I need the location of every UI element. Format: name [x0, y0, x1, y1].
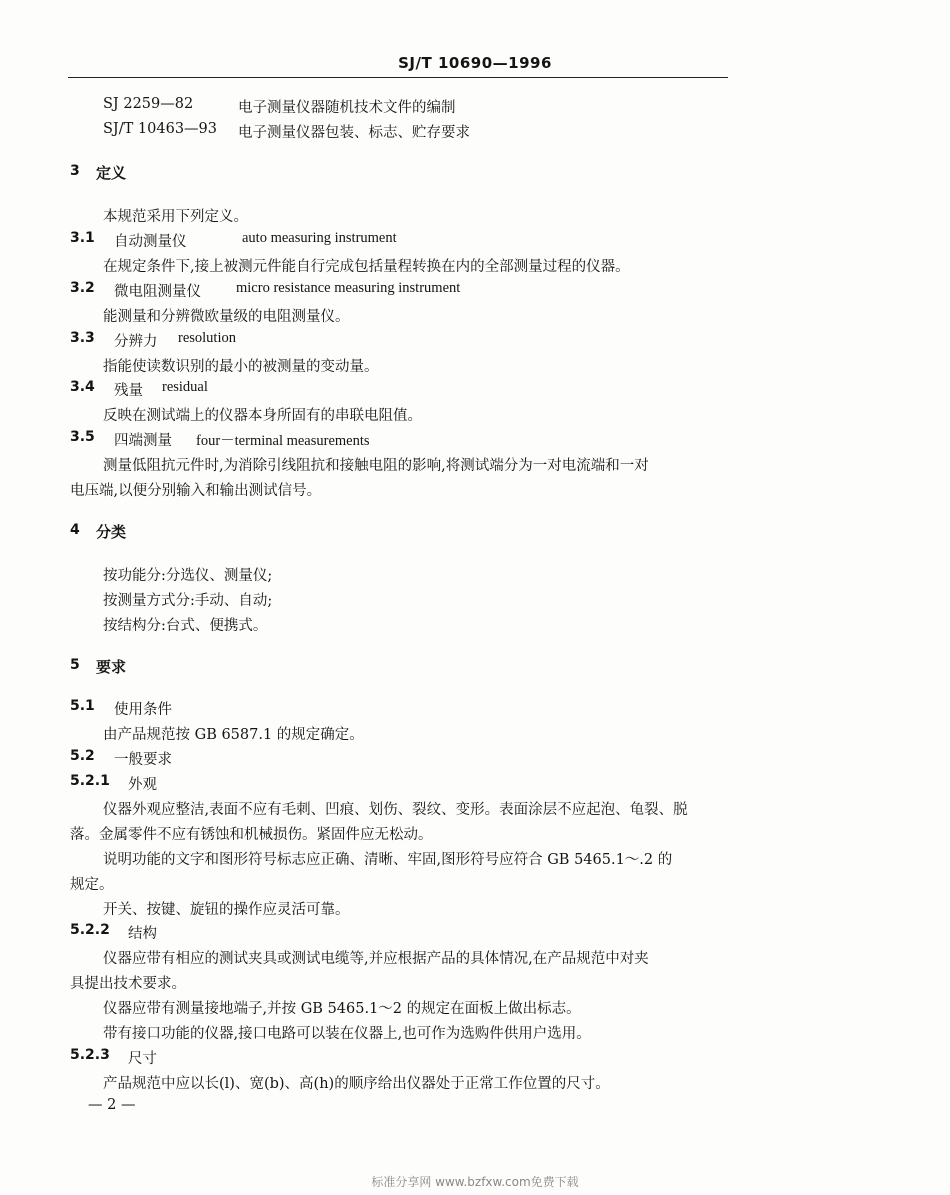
section-5-1-number: 5.1	[70, 698, 95, 714]
section-5-2-3-title: 尺寸	[128, 1051, 157, 1067]
section-5-2-3-number: 5.2.3	[70, 1047, 110, 1063]
paragraph-line: 仪器外观应整洁,表面不应有毛刺、凹痕、划伤、裂纹、变形。表面涂层不应起泡、龟裂、脱	[103, 802, 688, 818]
paragraph-line: 说明功能的文字和图形符号标志应正确、清晰、牢固,图形符号应符合 GB 5465.1～.2 的	[103, 852, 673, 868]
ref-title-2: 电子测量仪器包装、标志、贮存要求	[238, 125, 470, 141]
section-4-number: 4	[70, 522, 80, 538]
ref-code-2: SJ/T 10463—93	[103, 121, 217, 137]
header-rule	[68, 77, 728, 78]
def-3-3-text: 指能使读数识别的最小的被测量的变动量。	[103, 359, 379, 375]
def-3-2-english: micro resistance measuring instrument	[236, 280, 461, 296]
def-3-5-english: four－terminal measurements	[196, 433, 370, 449]
paragraph-line: 具提出技术要求。	[70, 976, 186, 992]
def-3-1-term: 自动测量仪	[114, 234, 187, 250]
section-5-2-2-number: 5.2.2	[70, 922, 110, 938]
def-3-5-number: 3.5	[70, 429, 95, 445]
section-5-2-1-title: 外观	[128, 777, 157, 793]
section-5-2-1-number: 5.2.1	[70, 773, 110, 789]
def-3-3-term: 分辨力	[114, 334, 158, 350]
def-3-5-text-line1: 测量低阻抗元件时,为消除引线阻抗和接触电阻的影响,将测试端分为一对电流端和一对	[103, 458, 649, 474]
section-3-title: 定义	[96, 164, 127, 182]
def-3-2-text: 能测量和分辨微欧量级的电阻测量仪。	[103, 309, 350, 325]
section-3-number: 3	[70, 163, 80, 179]
section-5-2-number: 5.2	[70, 748, 95, 764]
def-3-4-text: 反映在测试端上的仪器本身所固有的串联电阻值。	[103, 408, 422, 424]
page-number: — 2 —	[88, 1097, 136, 1113]
paragraph-line: 规定。	[70, 877, 114, 893]
paragraph-line: 开关、按键、旋钮的操作应灵活可靠。	[103, 902, 350, 918]
section-5-number: 5	[70, 657, 80, 673]
list-item: 按功能分:分选仪、测量仪;	[103, 568, 273, 584]
paragraph-line: 仪器应带有相应的测试夹具或测试电缆等,并应根据产品的具体情况,在产品规范中对夹	[103, 951, 649, 967]
paragraph-line: 仪器应带有测量接地端子,并按 GB 5465.1～2 的规定在面板上做出标志。	[103, 1001, 581, 1017]
def-3-2-number: 3.2	[70, 280, 95, 296]
section-5-2-2-title: 结构	[128, 926, 157, 942]
def-3-1-english: auto measuring instrument	[242, 230, 397, 246]
paragraph-line: 落。金属零件不应有锈蚀和机械损伤。紧固件应无松动。	[70, 827, 433, 843]
def-3-4-number: 3.4	[70, 379, 95, 395]
section-4-title: 分类	[96, 523, 127, 541]
def-3-4-term: 残量	[114, 383, 143, 399]
section-5-title: 要求	[96, 658, 127, 676]
list-item: 按结构分:台式、便携式。	[103, 618, 268, 634]
def-3-1-text: 在规定条件下,接上被测元件能自行完成包括量程转换在内的全部测量过程的仪器。	[103, 259, 630, 275]
ref-code-1: SJ 2259—82	[103, 96, 194, 112]
section-5-1-title: 使用条件	[114, 702, 172, 718]
ref-title-1: 电子测量仪器随机技术文件的编制	[238, 100, 456, 116]
def-3-3-english: resolution	[178, 330, 236, 346]
paragraph-line: 产品规范中应以长(l)、宽(b)、高(h)的顺序给出仪器处于正常工作位置的尺寸。	[103, 1076, 610, 1092]
def-3-3-number: 3.3	[70, 330, 95, 346]
list-item: 按测量方式分:手动、自动;	[103, 593, 273, 609]
section-5-1-text: 由产品规范按 GB 6587.1 的规定确定。	[103, 727, 364, 743]
def-3-4-english: residual	[162, 379, 208, 395]
def-3-5-text-line2: 电压端,以便分别输入和输出测试信号。	[70, 483, 322, 499]
def-3-5-term: 四端测量	[114, 433, 172, 449]
paragraph-line: 带有接口功能的仪器,接口电路可以装在仪器上,也可作为选购件供用户选用。	[103, 1026, 591, 1042]
section-5-2-title: 一般要求	[114, 752, 172, 768]
watermark-footer: 标准分享网 www.bzfxw.com免费下载	[371, 1175, 579, 1189]
document-header-code: SJ/T 10690—1996	[398, 54, 552, 72]
section-3-intro: 本规范采用下列定义。	[103, 209, 248, 225]
def-3-1-number: 3.1	[70, 230, 95, 246]
def-3-2-term: 微电阻测量仪	[114, 284, 201, 300]
